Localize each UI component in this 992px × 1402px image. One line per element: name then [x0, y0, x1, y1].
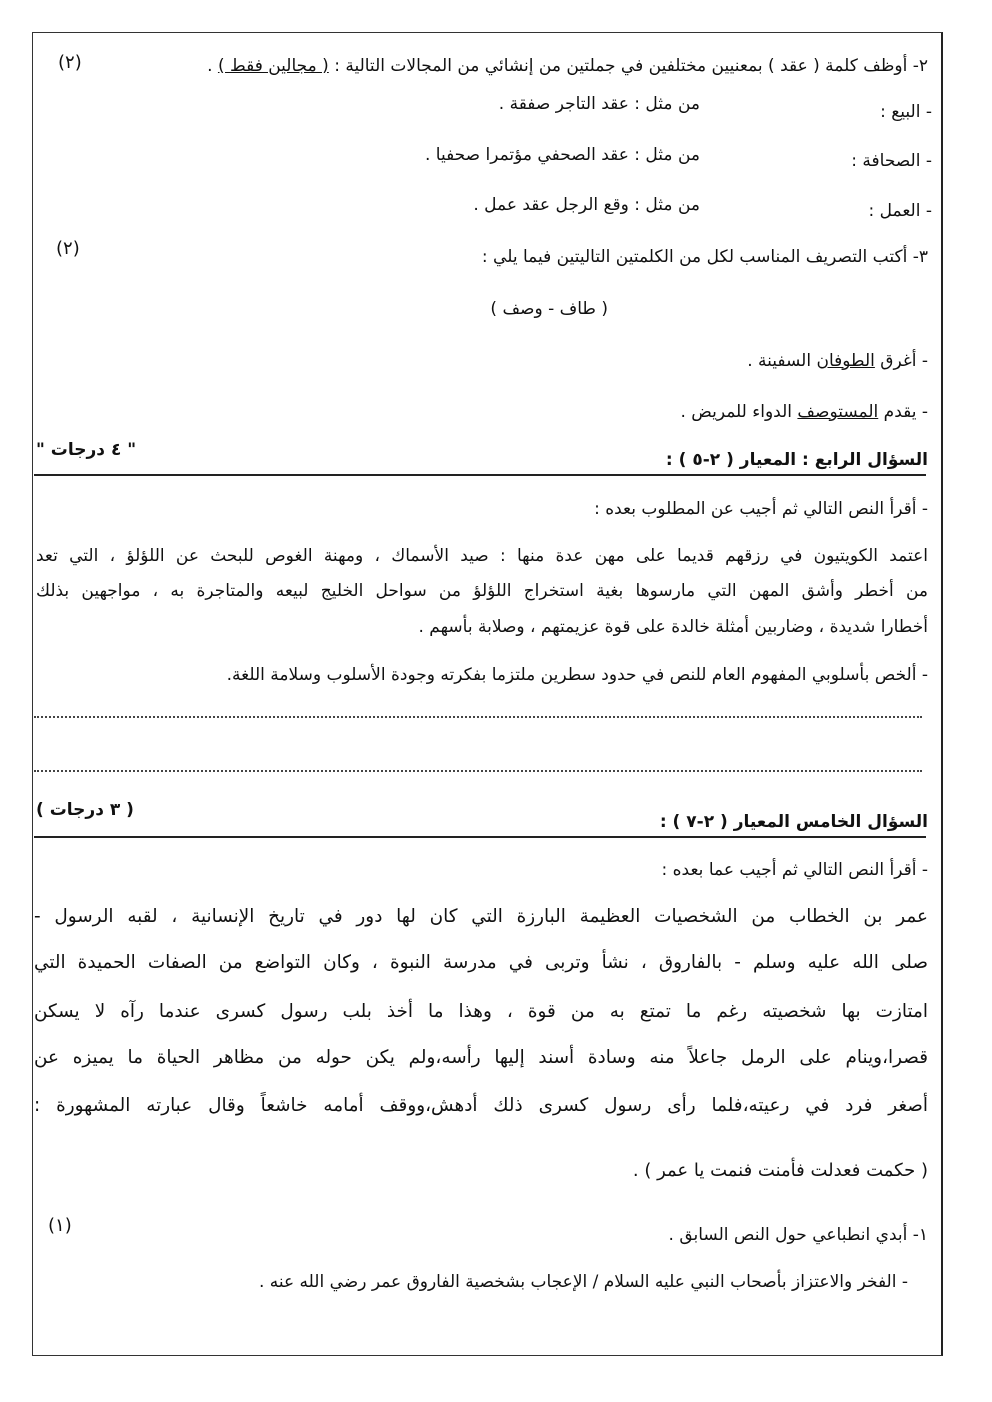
q2-example-2: من مثل : عقد الصحفي مؤتمرا صحفيا .	[424, 145, 700, 165]
section5-passage-line-4: قصرا،وينام على الرمل جاعلاً منه وسادة أسند إليها رأسه،ولم يكن حوله من مظاهر الحياة ما يميزه عن	[34, 1047, 928, 1068]
page-border	[32, 32, 943, 1356]
section4-instruction: - أقرأ النص التالي ثم أجيب عن المطلوب بعده :	[594, 499, 928, 519]
q3-sentence-1: - أغرق الطوفان السفينة .	[747, 351, 928, 371]
q2-field-1: - البيع :	[880, 102, 932, 122]
section5-q1-mark: (١)	[48, 1215, 72, 1236]
q2-prompt: ٢- أوظف كلمة ( عقد ) بمعنيين مختلفين في جملتين من إنشائي من المجالات التالية : ( مجالين فقط ) .	[207, 56, 928, 76]
q2-example-3: من مثل : وقع الرجل عقد عمل .	[473, 195, 700, 215]
q2-prompt-underlined: ( مجالين فقط )	[217, 56, 329, 76]
q2-field-2: - الصحافة :	[851, 151, 932, 171]
section4-degrees: " ٤ درجات "	[36, 440, 137, 460]
section4-passage-line-3: أخطارا شديدة ، وضاربين أمثلة خالدة على قوة عزيمتهم ، وصلابة بأسهم .	[418, 617, 928, 637]
section5-degrees: ( ٣ درجات )	[36, 800, 134, 820]
section5-question-1: ١- أبدي انطباعي حول النص السابق .	[668, 1225, 928, 1245]
section4-rule	[34, 474, 926, 476]
answer-line-2	[34, 770, 922, 772]
section5-rule	[34, 836, 926, 838]
q2-field-3: - العمل :	[868, 201, 932, 221]
section5-title: السؤال الخامس المعيار ( ٢-٧ ) :	[659, 812, 928, 832]
q3-prompt: ٣- أكتب التصريف المناسب لكل من الكلمتين التاليتين فيما يلي :	[481, 247, 928, 267]
q3-words: ( طاف - وصف )	[490, 299, 608, 319]
section4-passage-line-2: من أخطر وأشق المهن التي مارسوها بغية استخراج اللؤلؤ من سواحل الخليج لبيعه والمتاجرة به ، مواجهين بذلك	[36, 581, 928, 601]
q3-word-2: المستوصف	[797, 402, 879, 422]
q3-word-1: الطوفان	[816, 351, 875, 371]
section5-passage-line-2: صلى الله عليه وسلم - بالفاروق ، نشأ وتربى في مدرسة النبوة ، وكان التواضع من الصفات الحميدة التي	[34, 952, 928, 973]
section5-instruction: - أقرأ النص التالي ثم أجيب عما بعده :	[661, 860, 928, 880]
section5-quote: ( حكمت فعدلت فأمنت فنمت يا عمر ) .	[632, 1160, 928, 1181]
q2-mark: (٢)	[58, 52, 82, 73]
q3-sentence-2: - يقدم المستوصف الدواء للمريض .	[680, 402, 928, 422]
section4-task: - ألخص بأسلوبي المفهوم العام للنص في حدود سطرين ملتزما بفكرته وجودة الأسلوب وسلامة اللغة.	[226, 665, 928, 685]
q2-example-1: من مثل : عقد التاجر صفقة .	[498, 94, 700, 114]
section5-passage-line-5: أصغر فرد في رعيته،فلما رأى رسول كسرى ذلك أدهش،ووقف أمامه خاشعاً وقال عبارته المشهورة :	[34, 1095, 928, 1116]
answer-line-1	[34, 716, 922, 718]
section5-answer: - الفخر والاعتزاز بأصحاب النبي عليه السلام / الإعجاب بشخصية الفاروق عمر رضي الله عنه .	[258, 1272, 908, 1292]
section5-passage-line-1: عمر بن الخطاب من الشخصيات العظيمة البارزة التي كان لها دور في تاريخ الإنسانية ، لقبه الرسول -	[34, 906, 928, 927]
section4-passage-line-1: اعتمد الكويتيون في رزقهم قديما على مهن عدة منها : صيد الأسماك ، ومهنة الغوص للبحث عن اللؤلؤ ، التي تعد	[36, 546, 928, 566]
section5-passage-line-3: امتازت بها شخصيته رغم ما تمتع به من قوة ، وهذا ما أخذ بلب رسول كسرى عندما رآه لا يسكن	[34, 1001, 928, 1022]
q3-mark: (٢)	[56, 238, 80, 259]
section4-title: السؤال الرابع : المعيار ( ٢-٥ ) :	[665, 450, 928, 470]
